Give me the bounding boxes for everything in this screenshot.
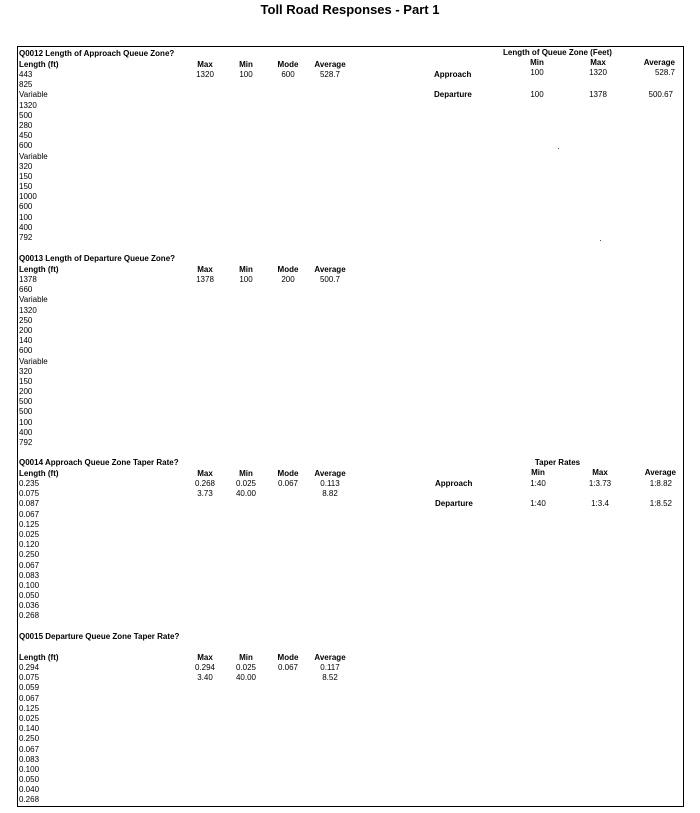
summary-header-max: Max [592, 468, 608, 477]
stat-max: 0.294 [194, 663, 216, 672]
stat-min: 100 [239, 70, 253, 79]
list-item: 0.250 [19, 734, 40, 744]
stat-mode: 0.067 [277, 479, 299, 488]
stat-mode: 200 [281, 275, 295, 284]
list-item: Variable [19, 295, 48, 305]
list-item: 1378 [19, 275, 37, 284]
list-item: 0.140 [19, 724, 40, 734]
list-item: 400 [19, 427, 33, 437]
list-item: 0.083 [19, 570, 40, 580]
list-item: 792 [19, 438, 33, 447]
report-frame [17, 46, 684, 807]
stat-average: 500.7 [319, 275, 341, 284]
list-item: 500 [19, 110, 33, 120]
stat-max: 3.40 [197, 673, 213, 682]
column-label: Length (ft) [19, 468, 59, 478]
response-list [19, 275, 48, 448]
column-label: Length (ft) [19, 59, 59, 69]
summary-header-max: Max [590, 58, 606, 67]
list-item: 825 [19, 80, 33, 90]
header-average: Average [314, 468, 346, 478]
list-item: 0.120 [19, 540, 40, 550]
header-max: Max [197, 264, 213, 274]
header-max: Max [197, 468, 213, 478]
list-item: 400 [19, 222, 33, 232]
header-mode: Mode [277, 652, 299, 662]
summary-title: Taper Rates [534, 458, 581, 467]
list-item: 1320 [19, 305, 37, 315]
list-item: 200 [19, 325, 33, 335]
header-min: Min [239, 264, 253, 274]
stat-max: 3.73 [197, 489, 213, 498]
stat-average: 8.82 [322, 489, 338, 498]
scan-speck [558, 148, 559, 149]
summary-row-label: Departure [434, 90, 472, 99]
stat-mode: 0.067 [277, 663, 299, 672]
summary-average: 1:8.52 [649, 499, 672, 508]
list-item: 0.040 [19, 785, 40, 795]
summary-average: 1:8.82 [649, 479, 672, 488]
list-item: 0.075 [19, 673, 40, 683]
list-item: 0.075 [19, 489, 40, 499]
stat-average: 8.52 [322, 673, 338, 682]
summary-row-label: Departure [435, 499, 473, 508]
stat-max: 0.268 [194, 479, 216, 488]
stat-average: 0.117 [320, 663, 340, 672]
list-item: 600 [19, 141, 33, 151]
list-item: 100 [19, 417, 33, 427]
stat-average: 0.113 [320, 479, 340, 488]
list-item: 280 [19, 120, 33, 130]
list-item: 0.268 [19, 611, 40, 621]
stat-min: 0.025 [235, 479, 257, 488]
summary-header-average: Average [644, 468, 676, 477]
column-label: Length (ft) [19, 264, 59, 274]
list-item: 600 [19, 346, 33, 356]
list-item: 660 [19, 285, 33, 295]
stat-max: 1378 [196, 275, 214, 284]
list-item: 0.059 [19, 683, 40, 693]
header-max: Max [197, 59, 213, 69]
page-title: Toll Road Responses - Part 1 [260, 2, 440, 17]
header-min: Min [239, 468, 253, 478]
list-item: 140 [19, 336, 33, 346]
list-item: 0.036 [19, 601, 40, 611]
list-item: 0.050 [19, 591, 40, 601]
header-mode: Mode [277, 264, 299, 274]
summary-max: 1320 [589, 68, 607, 77]
summary-row-label: Approach [434, 70, 472, 79]
list-item: Variable [19, 356, 48, 366]
scan-speck [600, 240, 601, 241]
list-item: 0.100 [19, 764, 40, 774]
summary-header-min: Min [530, 58, 544, 67]
list-item: 320 [19, 161, 33, 171]
list-item: 450 [19, 131, 33, 141]
list-item: 320 [19, 366, 33, 376]
question-title: Q0015 Departure Queue Zone Taper Rate? [19, 632, 180, 641]
list-item: 0.235 [19, 479, 40, 488]
list-item: 0.087 [19, 499, 40, 509]
list-item: 0.250 [19, 550, 40, 560]
summary-max: 1:3.73 [588, 479, 612, 488]
list-item: 0.268 [19, 795, 40, 805]
response-list [19, 663, 39, 806]
list-item: 0.083 [19, 754, 40, 764]
question-title: Q0014 Approach Queue Zone Taper Rate? [19, 458, 179, 467]
stat-mode: 600 [281, 70, 295, 79]
header-average: Average [314, 652, 346, 662]
header-mode: Mode [277, 468, 299, 478]
list-item: Variable [19, 151, 48, 161]
list-item: 600 [19, 202, 33, 212]
list-item: 150 [19, 171, 33, 181]
stat-min: 100 [239, 275, 253, 284]
list-item: 250 [19, 315, 33, 325]
stat-max: 1320 [196, 70, 214, 79]
list-item: 0.067 [19, 744, 40, 754]
summary-average: 500.67 [648, 90, 673, 99]
list-item: 792 [19, 233, 33, 242]
list-item: 0.294 [19, 663, 40, 672]
summary-max: 1:3.4 [591, 499, 609, 508]
list-item: 0.025 [19, 529, 40, 539]
list-item: 500 [19, 407, 33, 417]
summary-min: 100 [530, 90, 544, 99]
summary-min: 100 [530, 68, 544, 77]
list-item: 0.025 [19, 713, 40, 723]
header-min: Min [239, 59, 253, 69]
list-item: 150 [19, 376, 33, 386]
list-item: 0.050 [19, 775, 40, 785]
stat-min: 0.025 [235, 663, 257, 672]
response-list [19, 479, 39, 622]
list-item: 0.067 [19, 509, 40, 519]
list-item: 0.067 [19, 560, 40, 570]
list-item: 150 [19, 182, 33, 192]
column-label: Length (ft) [19, 652, 59, 662]
summary-max: 1378 [589, 90, 607, 99]
list-item: 0.100 [19, 580, 40, 590]
summary-row-label: Approach [435, 479, 473, 488]
list-item: 200 [19, 387, 33, 397]
response-list [19, 70, 48, 243]
header-average: Average [314, 264, 346, 274]
header-max: Max [197, 652, 213, 662]
summary-header-min: Min [531, 468, 545, 477]
summary-header-average: Average [643, 58, 675, 67]
list-item: 0.067 [19, 693, 40, 703]
list-item: 100 [19, 212, 33, 222]
header-min: Min [239, 652, 253, 662]
list-item: 1320 [19, 100, 37, 110]
question-title: Q0013 Length of Departure Queue Zone? [19, 254, 176, 263]
header-average: Average [314, 59, 346, 69]
list-item: 0.125 [19, 519, 40, 529]
summary-min: 1:40 [530, 499, 546, 508]
list-item: 443 [19, 70, 33, 79]
summary-average: 528.7 [654, 68, 675, 77]
stat-min: 40.00 [235, 673, 257, 682]
summary-title: Length of Queue Zone (Feet) [503, 48, 612, 57]
summary-min: 1:40 [530, 479, 546, 488]
list-item: 0.125 [19, 703, 40, 713]
list-item: 1000 [19, 192, 37, 202]
list-item: Variable [19, 90, 48, 100]
question-title: Q0012 Length of Approach Queue Zone? [19, 49, 175, 58]
stat-average: 528.7 [319, 70, 341, 79]
stat-min: 40.00 [235, 489, 257, 498]
list-item: 500 [19, 397, 33, 407]
header-mode: Mode [277, 59, 299, 69]
